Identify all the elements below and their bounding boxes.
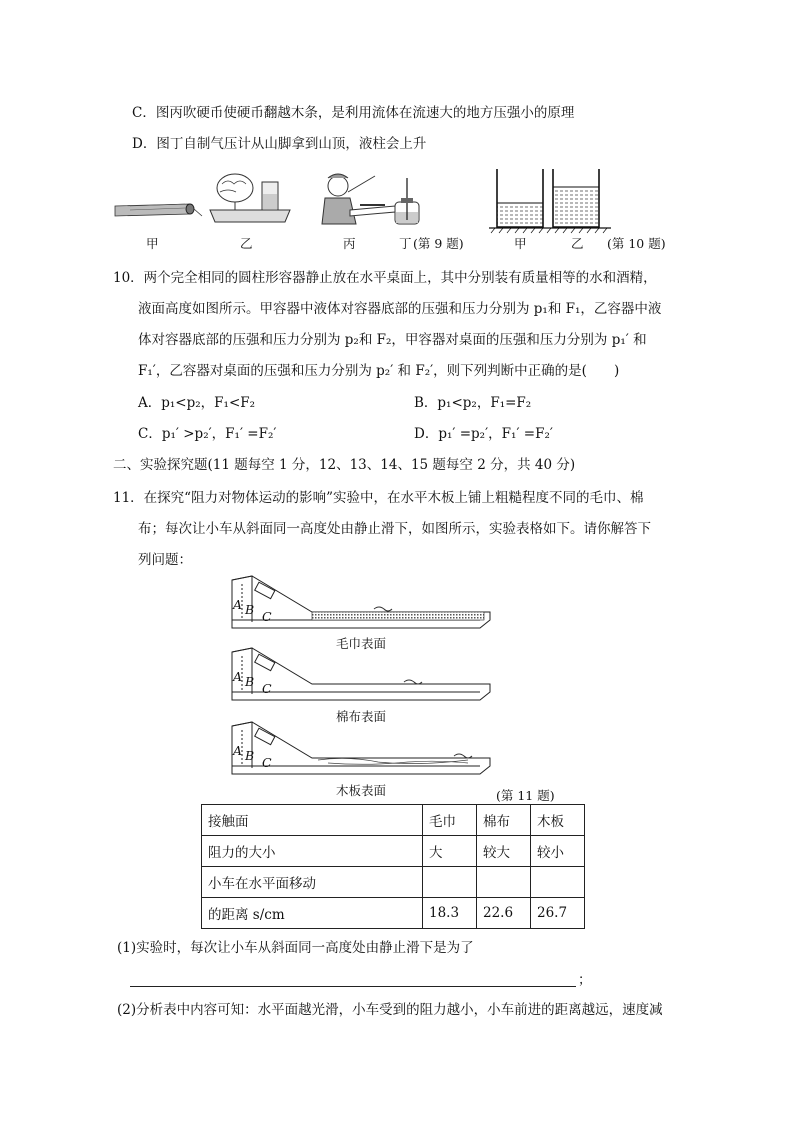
q10-option-d: D．p₁′ =p₂′，F₁′ =F₂′: [414, 426, 553, 442]
table-row: [202, 805, 585, 836]
q10-option-c: C．p₁′ >p₂′，F₁′ =F₂′: [138, 426, 277, 442]
fig9-label-yi: 乙: [240, 236, 253, 251]
table-cell: 较小: [531, 836, 585, 867]
table-cell: 18.3: [423, 898, 477, 929]
fig9-label-ding: 丁: [399, 236, 412, 251]
q10-line-3: 体对容器底部的压强和压力分别为 p₂和 F₂，甲容器对桌面的压强和压力分别为 p₁′ 和: [138, 332, 647, 348]
table-cell: 的距离 s/cm: [202, 898, 423, 929]
fig11-caption: (第 11 题): [496, 788, 555, 803]
table-cell: 大: [423, 836, 477, 867]
section-heading: 二、实验探究题(11 题每空 1 分，12、13、14、15 题每空 2 分，共 40 分): [113, 457, 576, 473]
table-cell: [477, 867, 531, 898]
fig10-label-yi: 乙: [571, 236, 584, 251]
fig9-bing-drawing: [322, 174, 395, 224]
fig9-label-bing: 丙: [343, 236, 356, 251]
figure-9-illustrations: [110, 168, 480, 230]
table-cell: 较大: [477, 836, 531, 867]
ramp1-label-a: A: [233, 597, 243, 612]
ramp2-label-b: B: [245, 674, 255, 689]
table-cell: [531, 867, 585, 898]
fig9-ding-drawing: [395, 178, 419, 224]
figure-10-containers: [485, 165, 615, 235]
table-cell: 木板: [531, 805, 585, 836]
figure-11-ramps: [228, 572, 496, 784]
table-cell: 棉布: [477, 805, 531, 836]
q10-line-4: F₁′，乙容器对桌面的压强和压力分别为 p₂′ 和 F₂′，则下列判断中正确的是( ): [138, 363, 620, 379]
q10-line-2: 液面高度如图所示。甲容器中液体对容器底部的压强和压力分别为 p₁和 F₁，乙容器中液: [138, 301, 662, 317]
table-row: [202, 836, 585, 867]
table-cell: 26.7: [531, 898, 585, 929]
ramp2-label-c: C: [262, 681, 272, 696]
q11-sub1-end: ；: [578, 972, 592, 988]
experiment-table: [201, 804, 585, 929]
ramp-cotton-label: 棉布表面: [336, 709, 387, 724]
table-cell: 接触面: [202, 805, 423, 836]
ramp2-label-a: A: [233, 669, 243, 684]
q9-option-d: D．图丁自制气压计从山脚拿到山顶，液柱会上升: [132, 136, 427, 152]
ramp3-label-c: C: [262, 755, 272, 770]
q10-line-1: 10．两个完全相同的圆柱形容器静止放在水平桌面上，其中分别装有质量相等的水和酒精，: [113, 270, 657, 286]
fig9-caption: (第 9 题): [413, 236, 464, 251]
ramp1-label-b: B: [245, 602, 255, 617]
table-row: [202, 867, 585, 898]
q10-option-b: B．p₁<p₂，F₁=F₂: [414, 395, 532, 411]
fig9-label-jia: 甲: [146, 236, 159, 251]
table-cell: 毛巾: [423, 805, 477, 836]
q11-line-1: 11．在探究“阻力对物体运动的影响”实验中，在水平木板上铺上粗糙程度不同的毛巾、棉: [113, 490, 644, 506]
table-row: [202, 898, 585, 929]
q11-line-2: 布；每次让小车从斜面同一高度处由静止滑下，如图所示，实验表格如下。请你解答下: [138, 521, 651, 537]
fig9-jia-drawing: [115, 204, 202, 216]
ramp3-label-a: A: [233, 743, 243, 758]
q11-line-3: 列问题：: [138, 552, 192, 568]
answer-blank[interactable]: [130, 985, 576, 987]
fig9-yi-drawing: [210, 174, 290, 222]
ramp1-label-c: C: [262, 609, 272, 624]
table-cell: 阻力的大小: [202, 836, 423, 867]
fig10-caption: (第 10 题): [607, 236, 666, 251]
ramp-wood-label: 木板表面: [336, 783, 387, 798]
q10-option-a: A．p₁<p₂，F₁<F₂: [138, 395, 256, 411]
table-cell: 小车在水平面移动: [202, 867, 423, 898]
q9-option-c: C．图丙吹硬币使硬币翻越木条，是利用流体在流速大的地方压强小的原理: [132, 105, 575, 121]
container-yi: [553, 169, 599, 227]
q11-sub2: (2)分析表中内容可知：水平面越光滑，小车受到的阻力越小，小车前进的距离越远，速度减: [117, 1002, 663, 1018]
container-jia: [497, 169, 543, 227]
ramp3-label-b: B: [245, 748, 255, 763]
table-cell: [423, 867, 477, 898]
ramp-towel-label: 毛巾表面: [336, 636, 387, 651]
table-cell: 22.6: [477, 898, 531, 929]
q11-sub1: (1)实验时，每次让小车从斜面同一高度处由静止滑下是为了: [117, 940, 474, 956]
fig10-label-jia: 甲: [514, 236, 527, 251]
